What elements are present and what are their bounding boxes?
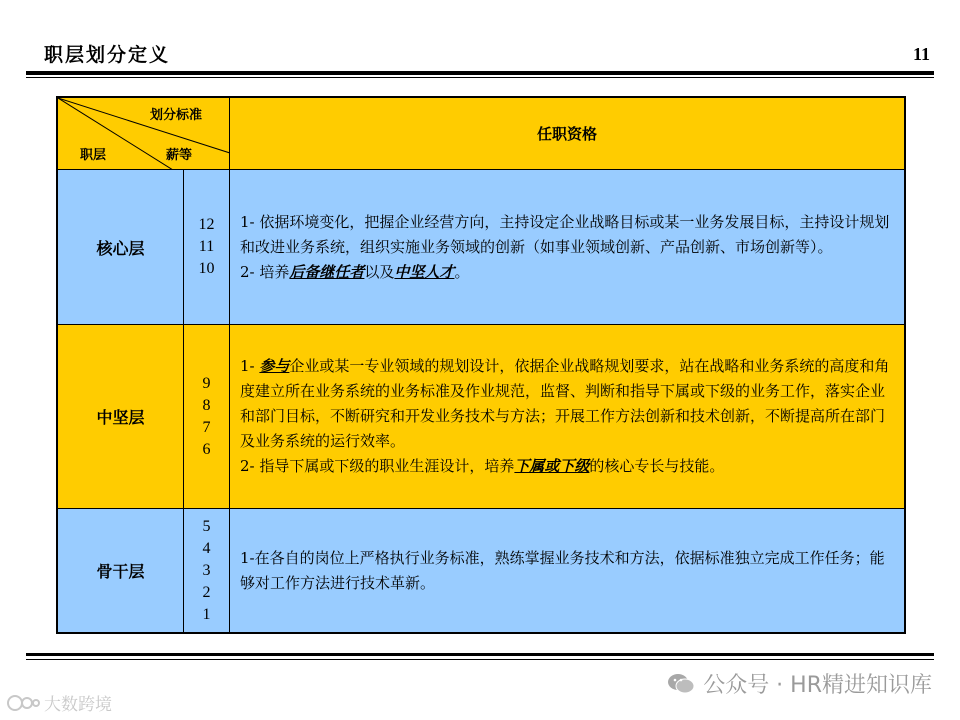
grade-value: 9 (202, 374, 211, 392)
layer-core: 核心层 (58, 170, 184, 325)
text-segment: 1- (240, 357, 260, 375)
corner-watermark-text: 大数跨境 (44, 695, 112, 715)
grade-value: 3 (202, 561, 211, 579)
page-title: 职层划分定义 (44, 44, 171, 66)
corner-watermark (6, 690, 112, 715)
text-segment: 2- 指导下属或下级的职业生涯设计，培养 (240, 457, 515, 475)
qualification-item (240, 260, 896, 285)
emphasis-text: 后备继任者 (289, 262, 365, 281)
grade-value: 7 (202, 418, 211, 436)
qualification-item (240, 354, 896, 454)
header-rule-thin (26, 77, 934, 78)
layer-middle: 中坚层 (58, 325, 184, 509)
page-number: 11 (912, 44, 930, 64)
emphasis-text: 参与 (259, 357, 290, 375)
grades-backbone (184, 509, 230, 632)
qualification-item: 1- 依据环境变化，把握企业经营方向，主持设定企业战略目标或某一业务发展目标，主持设计规划和改进业务系统，组织实施业务领域的创新（如事业领域创新、产品创新、市场创新等）。 (240, 212, 890, 256)
text-segment: 以及 (364, 262, 395, 281)
qualification-header: 任职资格 (230, 98, 904, 170)
qualification-core (230, 170, 904, 325)
qualification-item (240, 454, 896, 479)
text-segment: 企业或某一专业领域的规划设计，依据企业战略规划要求，站在战略和业务系统的高度和角度建立所在业务系统的业务标准及作业规范，监督、判断和指导下属或下级的业务工作，落实企业和部门目标，不断研究和开发业务技术与方法；开展工作方法创新和技术创新，不断提高所在部门及业务系统的运行效率。 (240, 357, 890, 450)
logo-icon (6, 694, 40, 712)
text-segment: 2- 培养 (240, 262, 290, 281)
grade-value: 11 (198, 238, 215, 255)
grade-value: 6 (202, 440, 211, 458)
header-rule-thick (26, 71, 934, 75)
grade-value: 12 (198, 216, 215, 233)
grades-core (184, 170, 230, 325)
wechat-icon (667, 672, 695, 696)
grade-value: 1 (202, 605, 211, 623)
layer-backbone: 骨干层 (58, 509, 184, 632)
footer-rule-thick (26, 653, 934, 656)
diagonal-label-criteria: 划分标准 (150, 108, 203, 123)
diagonal-label-level: 职层 (80, 148, 107, 163)
job-level-table (56, 96, 906, 634)
watermark-text: 公众号 · HR精进知识库 (703, 673, 932, 698)
emphasis-text: 中坚人才 (394, 262, 455, 281)
grade-value: 5 (202, 517, 211, 535)
text-segment: 的核心专长与技能。 (589, 457, 725, 475)
qualification-middle (230, 325, 904, 509)
grade-value: 4 (202, 539, 211, 557)
qualification-item: 1-在各自的岗位上严格执行业务标准，熟练掌握业务技术和方法，依据标准独立完成工作任务；能够对工作方法进行技术革新。 (240, 548, 885, 592)
grades-middle (184, 325, 230, 509)
footer-rule-thin (26, 659, 934, 660)
diagonal-label-grade: 薪等 (166, 148, 193, 163)
grade-value: 10 (198, 260, 215, 277)
grade-value: 2 (202, 583, 211, 601)
emphasis-text: 下属或下级 (514, 457, 590, 475)
text-segment: 。 (454, 262, 470, 281)
diagonal-header-cell (58, 98, 230, 170)
grade-value: 8 (202, 396, 211, 414)
qualification-backbone (230, 509, 904, 632)
watermark (667, 668, 932, 699)
